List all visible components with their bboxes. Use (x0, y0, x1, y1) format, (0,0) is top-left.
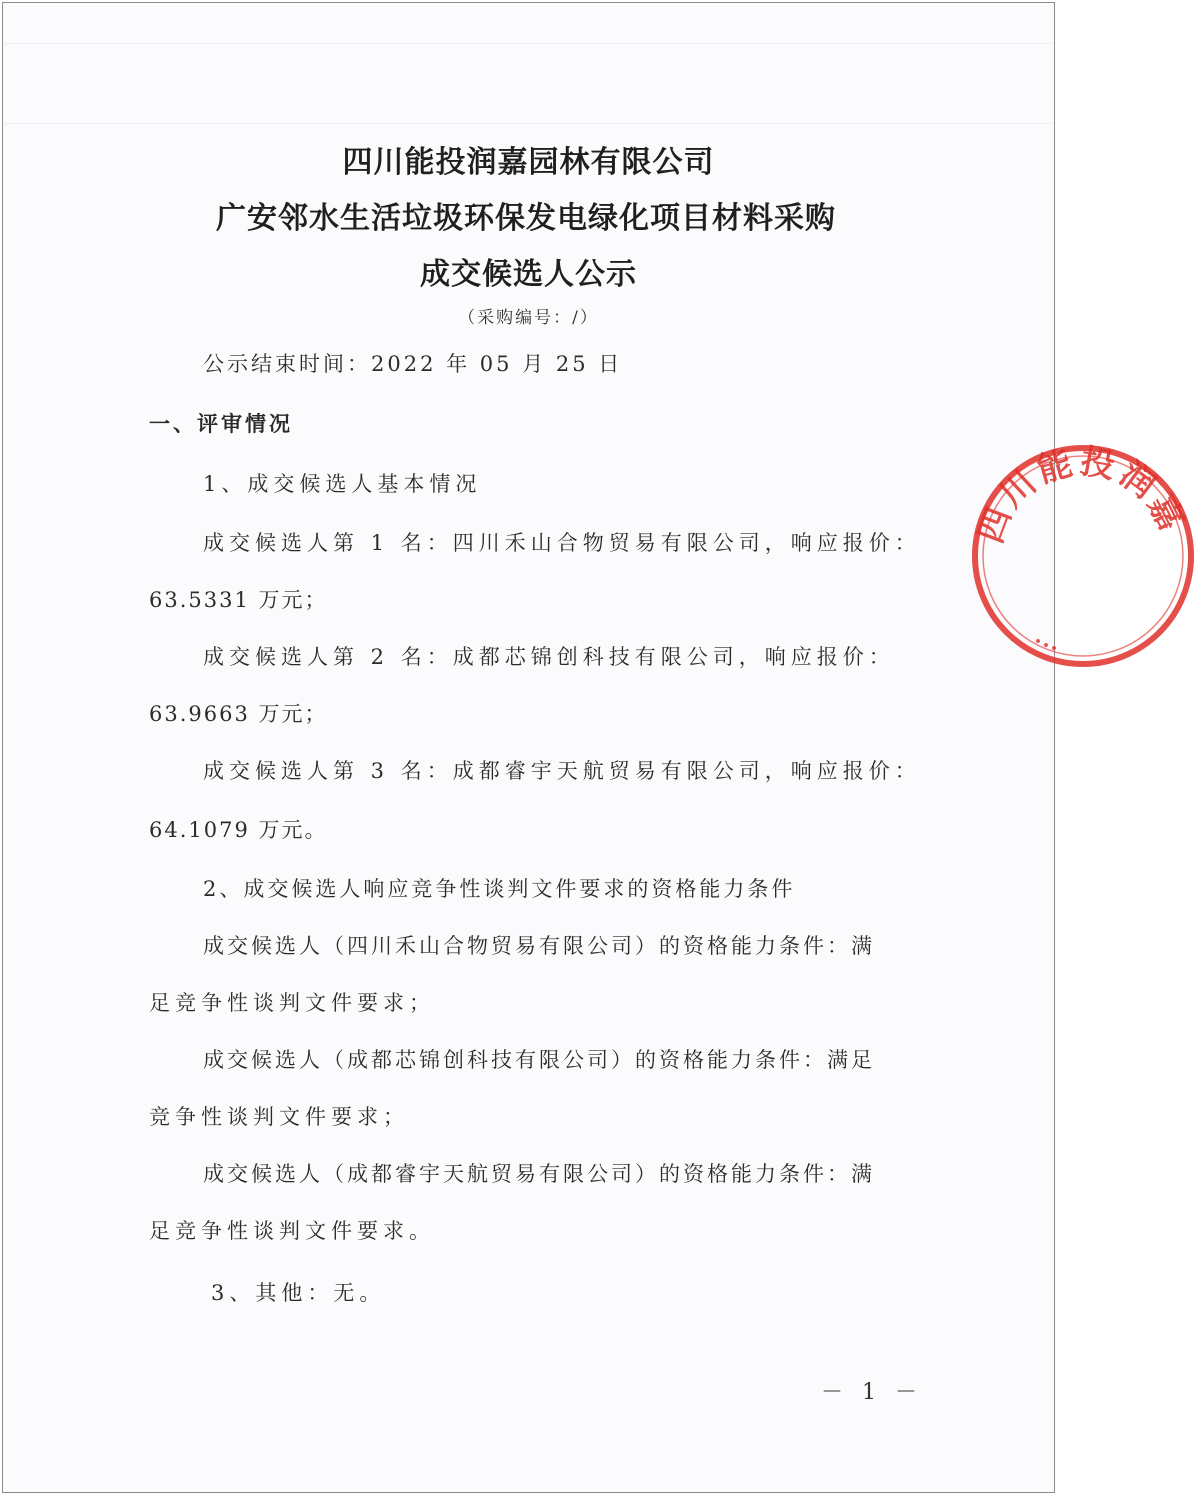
qualification-3-line1: 成交候选人（成都睿宇天航贸易有限公司）的资格能力条件：满 (203, 1162, 875, 1186)
company-seal-icon (968, 441, 1198, 671)
end-time: 公示结束时间：2022 年 05 月 25 日 (203, 352, 623, 376)
qualification-3-line2: 足竞争性谈判文件要求。 (149, 1219, 435, 1243)
document-page (2, 2, 1193, 1493)
candidate-2-line2: 63.9663 万元； (149, 702, 328, 726)
scan-artifact-line (3, 123, 1054, 124)
document-title (3, 135, 1054, 303)
subsection-2-heading: 2、成交候选人响应竞争性谈判文件要求的资格能力条件 (203, 877, 796, 901)
title-line-1: 四川能投润嘉园林有限公司 (342, 145, 715, 180)
scan-artifact-line (3, 43, 1054, 44)
svg-text:四川能投润嘉: 四川能投润嘉 (970, 441, 1193, 549)
candidate-1-line2: 63.5331 万元； (149, 588, 328, 612)
qualification-2-line1: 成交候选人（成都芯锦创科技有限公司）的资格能力条件：满足 (203, 1048, 875, 1072)
subsection-1-heading: 1、成交候选人基本情况 (203, 472, 482, 496)
page-number: － 1 － (821, 1380, 923, 1405)
title-line-3: 成交候选人公示 (420, 257, 637, 292)
section-1-heading: 一、评审情况 (149, 411, 293, 436)
candidate-2-line1: 成交候选人第 2 名：成都芯锦创科技有限公司，响应报价： (203, 645, 895, 669)
subsection-3: 3、其他：无。 (211, 1281, 386, 1305)
procurement-number: （采购编号：/） (458, 308, 599, 328)
candidate-1-line1: 成交候选人第 1 名：四川禾山合物贸易有限公司，响应报价： (203, 531, 921, 555)
candidate-3-line1: 成交候选人第 3 名：成都睿宇天航贸易有限公司，响应报价： (203, 759, 921, 783)
title-line-2: 广安邻水生活垃圾环保发电绿化项目材料采购 (216, 201, 836, 236)
qualification-2-line2: 竞争性谈判文件要求； (149, 1105, 409, 1129)
qualification-1-line2: 足竞争性谈判文件要求； (149, 991, 435, 1015)
candidate-3-line2: 64.1079 万元。 (149, 818, 328, 842)
qualification-1-line1: 成交候选人（四川禾山合物贸易有限公司）的资格能力条件：满 (203, 934, 875, 958)
